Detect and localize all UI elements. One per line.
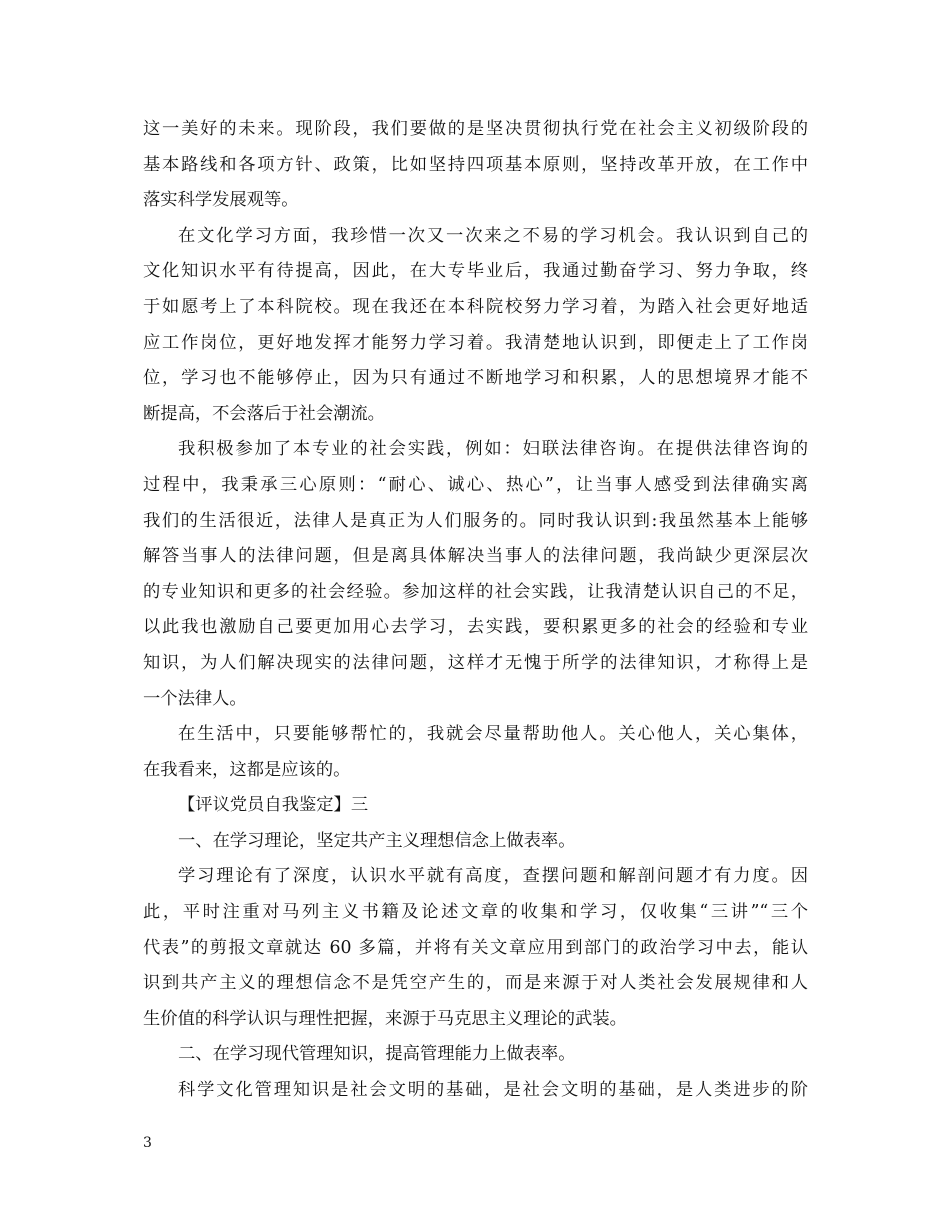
text-line: 基本路线和各项方针、政策，比如坚持四项基本原则，坚持改革开放，在工作中 — [143, 154, 808, 175]
text-line: 在文化学习方面，我珍惜一次又一次来之不易的学习机会。我认识到自己的 — [178, 225, 808, 246]
text-line: 于如愿考上了本科院校。现在我还在本科院校努力学习着，为踏入社会更好地适 — [143, 296, 808, 317]
text-line: 我积极参加了本专业的社会实践，例如：妇联法律咨询。在提供法律咨询的 — [178, 439, 808, 460]
text-line: 在生活中，只要能够帮忙的，我就会尽量帮助他人。关心他人，关心集体， — [178, 724, 808, 745]
text-line: 知识，为人们解决现实的法律问题，这样才无愧于所学的法律知识，才称得上是 — [143, 652, 808, 673]
text-line: 以此我也激励自己要更加用心去学习，去实践，要积累更多的社会的经验和专业 — [143, 617, 808, 638]
text-line: 科学文化管理知识是社会文明的基础，是社会文明的基础，是人类进步的阶 — [178, 1080, 808, 1101]
text-line: 识到共产主义的理想信念不是凭空产生的，而是来源于对人类社会发展规律和人 — [143, 973, 808, 994]
text-line: 位，学习也不能够停止，因为只有通过不断地学习和积累，人的思想境界才能不 — [143, 368, 808, 389]
text-line: 在我看来，这都是应该的。 — [143, 759, 351, 780]
text-line: 断提高，不会落后于社会潮流。 — [143, 403, 385, 424]
text-line: 一、在学习理论，坚定共产主义理想信念上做表率。 — [178, 830, 576, 851]
text-line: 代表”的剪报文章就达 60 多篇，并将有关文章应用到部门的政治学习中去，能认 — [143, 937, 808, 958]
text-line: 【评议党员自我鉴定】三 — [178, 795, 369, 816]
document-body — [143, 112, 808, 1109]
text-line: 我们的生活很近，法律人是真正为人们服务的。同时我认识到:我虽然基本上能够 — [143, 510, 808, 531]
text-line: 文化知识水平有待提高，因此，在大专毕业后，我通过勤奋学习、努力争取，终 — [143, 261, 808, 282]
text-line: 二、在学习现代管理知识，提高管理能力上做表率。 — [178, 1044, 576, 1065]
text-line: 一个法律人。 — [143, 688, 247, 709]
text-line: 这一美好的未来。现阶段，我们要做的是坚决贯彻执行党在社会主义初级阶段的 — [143, 119, 808, 139]
text-line: 学习理论有了深度，认识水平就有高度，查摆问题和解剖问题才有力度。因 — [178, 866, 808, 887]
text-line: 生价值的科学认识与理性把握，来源于马克思主义理论的武装。 — [143, 1008, 627, 1029]
text-line: 解答当事人的法律问题，但是离具体解决当事人的法律问题，我尚缺少更深层次 — [143, 546, 808, 567]
text-line: 应工作岗位，更好地发挥才能努力学习着。我清楚地认识到，即便走上了工作岗 — [143, 332, 808, 353]
text-line: 过程中，我秉承三心原则：“耐心、诚心、热心”，让当事人感受到法律确实离 — [143, 474, 808, 495]
text-line: 此，平时注重对马列主义书籍及论述文章的收集和学习，仅收集“三讲”“三个 — [143, 902, 808, 923]
page-number: 3 — [143, 1135, 152, 1151]
text-line: 落实科学发展观等。 — [143, 190, 299, 211]
text-line: 的专业知识和更多的社会经验。参加这样的社会实践，让我清楚认识自己的不足， — [143, 581, 808, 602]
